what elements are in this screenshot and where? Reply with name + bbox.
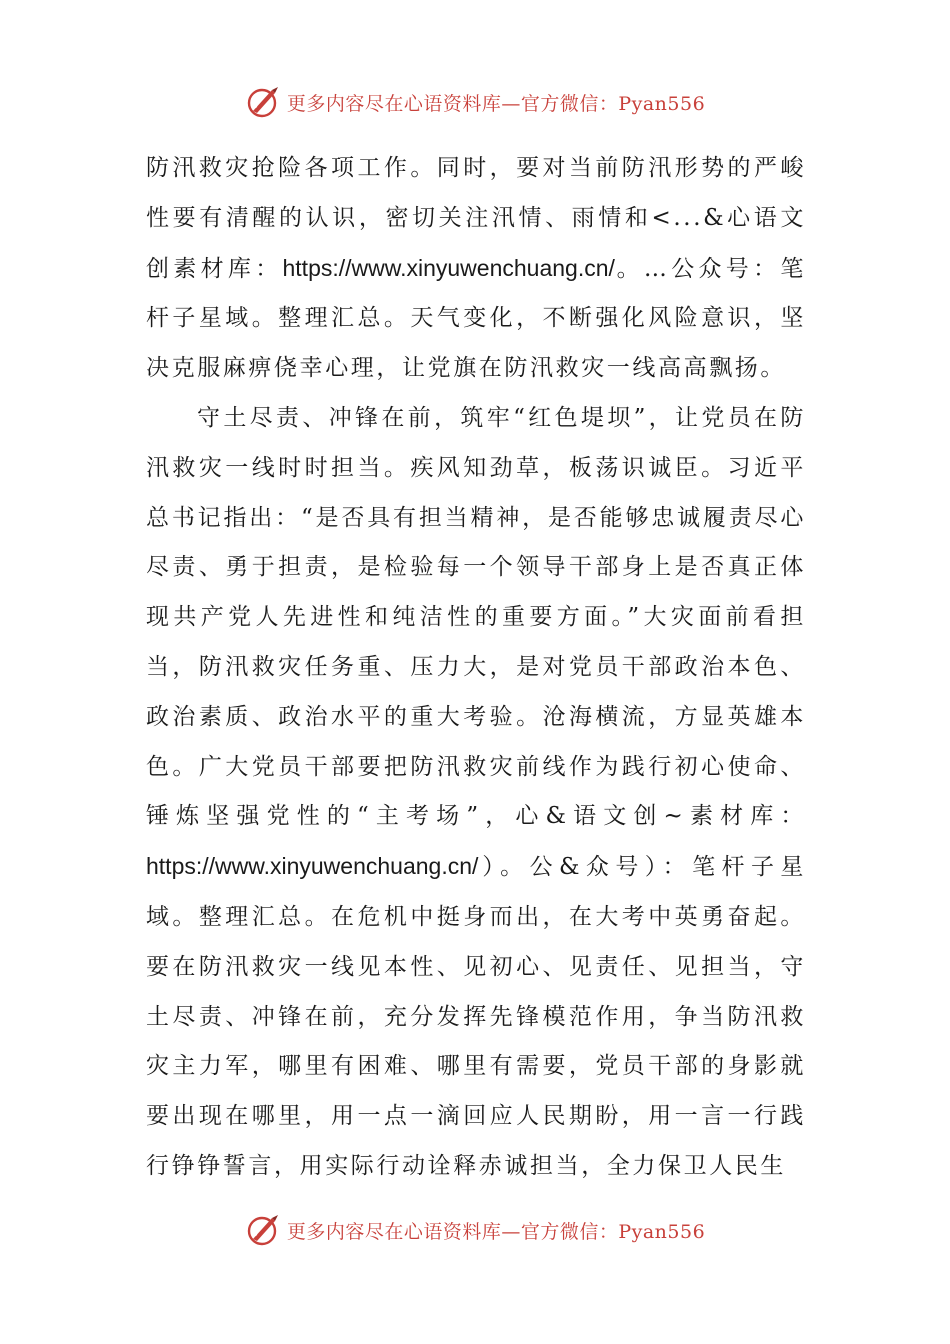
footer-banner-text: 更多内容尽在心语资料库—官方微信：Pyan556 — [286, 1220, 706, 1243]
document-body — [146, 144, 806, 1192]
header-banner — [0, 82, 950, 122]
paragraph-2-text-b: ）。公&众号）：笔杆子星域。整理汇总。在危机中挺身而出，在大考中英勇奋起。要在防汛救灾一线见本性、见初心、见责任、见担当，守土尽责、冲锋在前，充分发挥先锋模范作用，争当防汛救灾主力军，哪里有困难、哪里有需要，党员干部的身影就要出现在哪里，用一点一滴回应人民期盼，用一言一行践行铮铮誓言，用实际行动诠释赤诚担当，全力保卫人民生 — [146, 854, 806, 1179]
paragraph-2-text-a: 守土尽责、冲锋在前，筑牢“红色堤坝”，让党员在防汛救灾一线时时担当。疾风知劲草，板荡识诚臣。习近平总书记指出：“是否具有担当精神，是否能够忠诚履责尽心尽责、勇于担责，是检验每一个领导干部身上是否真正体现共产党人先进性和纯洁性的重要方面。”大灾面前看担当，防汛救灾任务重、压力大，是对党员干部政治本色、政治素质、政治水平的重大考验。沧海横流，方显英雄本色。广大党员干部要把防汛救灾前线作为践行初心使命、锤炼坚强党性的“主考场”，心&语文创~素材库： — [146, 404, 806, 830]
paragraph-1-text-a: 防汛救灾抢险各项工作。同时，要对当前防汛形势的严峻性要有清醒的认识，密切关注汛情、雨情和<...&心语文创素材库： — [146, 155, 806, 282]
footer-banner — [0, 1210, 950, 1250]
paragraph-1-text-b: 。…公众号：笔杆子星域。整理汇总。天气变化，不断强化风险意识，坚决克服麻痹侥幸心理，让党旗在防汛救灾一线高高飘扬。 — [146, 255, 807, 382]
paragraph-2-url: https://www.xinyuwenchuang.cn/ — [146, 853, 479, 880]
paragraph-1-url: https://www.xinyuwenchuang.cn/ — [282, 254, 615, 281]
quill-pen-logo-icon — [245, 1212, 281, 1248]
paragraph-2 — [146, 394, 806, 1192]
paragraph-1 — [146, 144, 806, 394]
quill-pen-logo-icon — [245, 84, 281, 120]
header-banner-text: 更多内容尽在心语资料库—官方微信：Pyan556 — [286, 92, 706, 115]
